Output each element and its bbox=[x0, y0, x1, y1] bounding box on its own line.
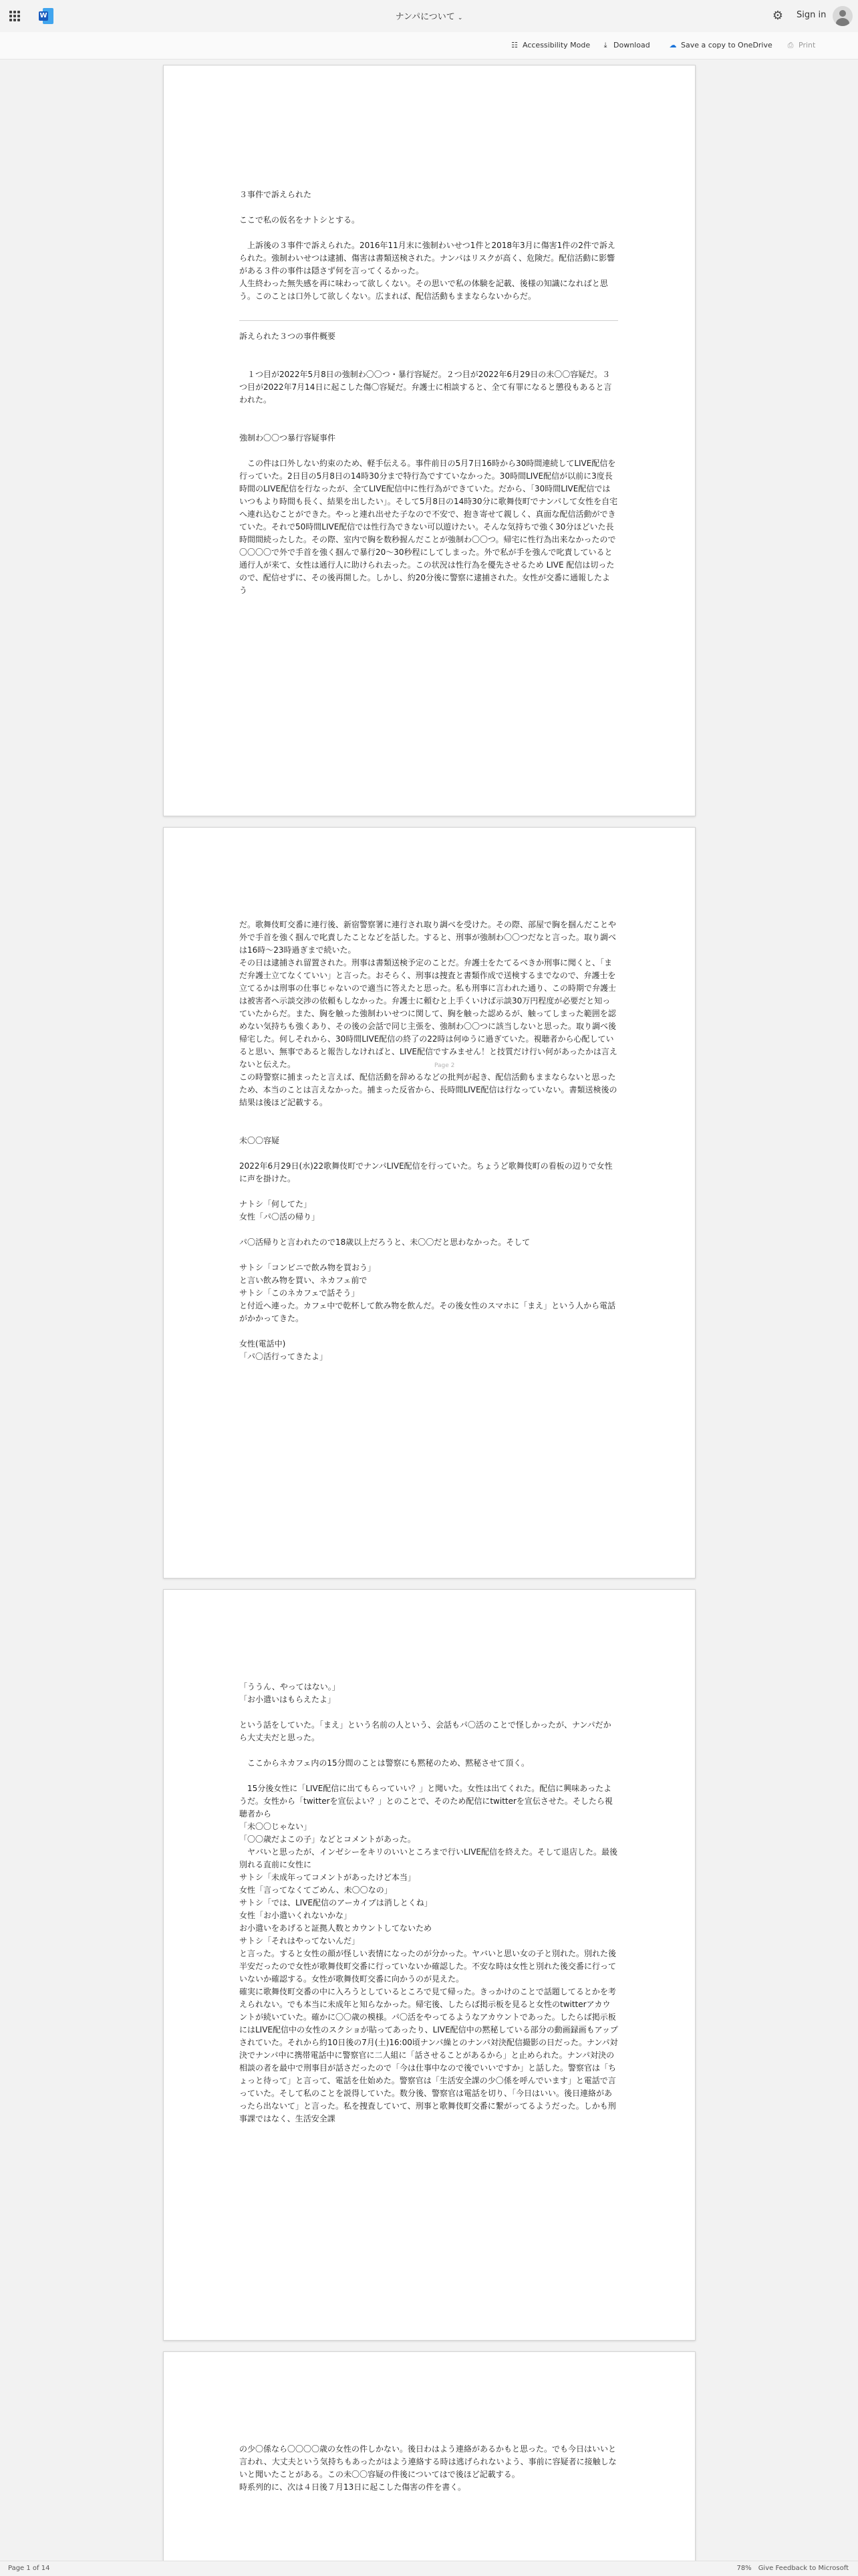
printer-icon: ⎙ bbox=[787, 41, 794, 49]
document-page-3 bbox=[163, 1589, 696, 2341]
accessibility-icon: ☷ bbox=[511, 41, 518, 49]
command-bar bbox=[0, 32, 858, 60]
page-watermark: Page 2 bbox=[434, 1062, 455, 1069]
chevron-down-icon[interactable]: ⌄ bbox=[457, 15, 463, 21]
page-1-content bbox=[239, 189, 618, 597]
page-3-content bbox=[239, 1681, 618, 2125]
document-title[interactable] bbox=[0, 9, 858, 22]
dialog-line: と付近へ連った。カフェ中で乾杯して飲み物を飲んだ。その後女性のスマホに「まえ」という人から電話がかかってきた。 bbox=[239, 1301, 616, 1323]
dialog-line: サトシ「未成年ってコメントがあったけど本当」 bbox=[239, 1873, 416, 1882]
paragraph: 15分後女性に「LIVE配信に出てもらっていい？」と聞いた。女性は出てくれた。配信に興味あったようだ。女性から「twitterを宣伝よい？」とのことで、そのため配信にtwitterを宣伝させた。そしたら視聴者から bbox=[239, 1784, 613, 1819]
avatar[interactable] bbox=[833, 6, 853, 26]
paragraph: 確実に歌舞伎町交番の中に入ろうとしているところで見て帰った。きっかけのことで話題してるとかを考えられない。でも本当に未成年と知らなかった。帰宅後、したらば掲示板を見ると女性のtwitterアカウントが続いていた。確かに〇〇歳の模様。パ〇活をやってるようなアカウントであった。したらば掲示板にはLIVE配信中の女性のスクショが貼ってあったり、LIVE配信中の黙秘している部分の動画録画もアップされていた。それから約10日後の7月(土)16:00頃ナンパ繰とのナンパ対決配信撮影の日だった。ナンパ対決でナンパ中に携帯電話中に警察官に二人組に「話させることがあるから」と止められた。ナンパ対決の相談の者を最中で刑事目が話さだったので「今は仕事中なので後でいいですか」と話した。警察官は「ちょっと待って」と言って、電話を仕始めた。警察官は「生活安全課の少〇係を呼んでいます」と電話で言っていた。そして私のことを説得していた。数分後、警察官は電話を切り、「今日はいい。後日連絡があったら出ないて」と言った。私を捜査していて、刑事と歌舞伎町交番に繋がってるようだった。しかも刑事課ではなく、生活安全課 bbox=[239, 1987, 618, 2123]
print-button[interactable] bbox=[786, 41, 815, 50]
app-header bbox=[0, 0, 858, 33]
document-page-1 bbox=[163, 65, 696, 816]
status-bar bbox=[0, 2561, 858, 2576]
feedback-link[interactable]: Give Feedback to Microsoft bbox=[758, 2565, 849, 2572]
page-count: Page 1 of 14 bbox=[8, 2565, 50, 2572]
dialog-line: サトシ「このネカフェで話そう」 bbox=[239, 1288, 360, 1298]
paragraph: と言った。すると女性の顔が怪しい表情になったのが分かった。ヤバいと思い女の子と別れた。別れた後半安だったので女性が歌舞伎町交番に行っていないか確認した。不安な時は女性と別れた後交番に行っていないか確認する。女性が歌舞伎町交番に向かうのが見えた。 bbox=[239, 1949, 617, 1984]
dialog-line: ヤバいと思ったが、インゼシーをキリのいいところまで行いLIVE配信を終えた。そして退店した。最後別れる直前に女性に bbox=[239, 1847, 618, 1869]
cloud-icon: ☁ bbox=[669, 41, 677, 49]
section-heading: 強制わ〇〇つ暴行容疑事件 bbox=[239, 433, 336, 443]
paragraph: という話をしていた。「まえ」という名前の人という、会話もパ〇活のことで怪しかったが、ナンパだから大丈夫だと思った。 bbox=[239, 1720, 611, 1742]
section-divider bbox=[239, 320, 618, 321]
accessibility-mode-label: Accessibility Mode bbox=[523, 41, 591, 49]
heading: ３事件で訴えられた bbox=[239, 190, 312, 199]
dialog-line: お小遣いをあげると証拠人数とカウントしてないため bbox=[239, 1923, 432, 1933]
dialog-line: 女性「パ〇活の帰り」 bbox=[239, 1212, 320, 1221]
paragraph: ここからネカフェ内の15分間のことは警察にも黙秘のため、黙秘させて頂く。 bbox=[239, 1758, 529, 1768]
paragraph: １つ目が2022年5月8日の強制わ〇〇つ・暴行容疑だ。２つ目が2022年6月29日の未〇〇容疑だ。３つ目が2022年7月14日に起こした傷〇容疑だ。弁護士に相談すると、全て有罪になると懲役もあると言われた。 bbox=[239, 370, 612, 404]
dialog-line: 「お小遣いはもらえたよ」 bbox=[239, 1695, 336, 1704]
dialog-line: 女性(電話中) bbox=[239, 1339, 286, 1349]
paragraph: だ。歌舞伎町交番に連行後、新宿警察署に連行され取り調べを受けた。その際、部屋で胸を掴んだことや外で手首を強く掴んで叱責したことなどを話した。すると、刑事が強制わ〇〇つだなと言った。取り調べは16時〜23時過ぎまで続いた。 bbox=[239, 920, 617, 955]
gear-icon[interactable]: ⚙ bbox=[772, 9, 784, 23]
accessibility-mode-button[interactable] bbox=[510, 41, 590, 49]
zoom-level[interactable]: 78% bbox=[736, 2565, 752, 2572]
print-label: Print bbox=[799, 41, 816, 49]
paragraph: この件は口外しない約束のため、軽手伝える。事件前日の5月7日16時から30時間連続してLIVE配信を行っていた。2日目の5月8日の14時30分まで特行為ですていなかった。30時間LIVE配信が以前に3度長時間のLIVE配信を行なったが、全てLIVE配信中に性行為ができていた。だから、「30時間LIVE配信ではいつもより時間も長く、結果を出したい」。そして5月8日の14時30分に歌舞伎町でナンパして女性を自宅へ連れ込むことができた。やっと連れ出せた子なので不安で、抱き寄せて親しく、真面な配信活動ができていた。それで50時間LIVE配信では性行為できない可以遊けたい。そんな気持ちで強く30分ほどいた長時間間続ったした。その際、室内で胸を数秒握んだことが強制わ〇〇つ。帰宅に性行為出来なかったので〇〇〇〇で外で手首を強く掴んで暴行20〜30秒程にしてしまった。外で私が手を強んで叱責していると通行人が来て、女性は通行人に助けられ去った。この状況は性行為を優先させるため LIVE 配信は切ったので、配信せずに、その後再開した。しかし、約20分後に警察に逮捕された。女性が交番に通報したよう bbox=[239, 459, 618, 595]
dialog-line: 「〇〇歳だよこの子」などとコメントがあった。 bbox=[239, 1835, 416, 1844]
save-to-onedrive-button[interactable] bbox=[668, 41, 772, 49]
paragraph: その日は逮捕され留置された。刑事は書類送検予定のことだ。弁護士をたてるべきか刑事に聞くと、「まだ弁護士立てなくていい」と言った。おそらく、刑事は捜査と書類作成で送検するまでなので、弁護士を立てるかは刑事の仕事じゃないので適当に答えたと思った。私も刑事に言われた通り、この時期で弁護士は被害者へ示談交渉の依頼もしなかった。弁護士に頼むと上手くいけば示談30万円程度が必要だと知っていたからだ。また、胸を触った強制わいせつに関して、胸を触った認めるが、触ってしまった範囲を認めない気持ちも強くあり、その後の会話で同じ主張を、強制わ〇〇つに該当しないと思った。取り調べ後帰宅した。何しそれから、30時間LIVE配信の終了の22時は何ゆうに過ぎていた。視聴者から心配していると思い、無事であると報告しなければと、LIVE配信ですみません！と技質だけ行い何があったかは言えないと伝えた。 bbox=[239, 958, 617, 1069]
paragraph: この時警察に捕まったと言えば、配信活動を辞めるなどの批判が起き、配信活動もままならないと思ったため、本当のことは言えなかった。捕まった反省から、長時間LIVE配信は行なっていない。書類送検後の結果は後ほど記載する。 bbox=[239, 1072, 617, 1107]
document-title-text[interactable]: ナンパについて bbox=[395, 12, 455, 22]
dialog-line: と言い飲み物を買い、ネカフェ前で bbox=[239, 1276, 368, 1285]
paragraph: 上訴後の３事件で訴えられた。2016年11月末に強制わいせつ1件と2018年3月に傷害1件の2件で訴えられた。強制わいせつは逮捕、傷害は書類送検された。ナンパはリスクが高く、危険だ。配信活動に影響がある３件の事件は隠さず何を言ってくるかった。 bbox=[239, 241, 615, 275]
dialog-line: 「ううん、やってはない。」 bbox=[239, 1682, 340, 1691]
dialog-line: サトシ「では、LIVE配信のアーカイブは消しとくね」 bbox=[239, 1898, 432, 1907]
page-2-content bbox=[239, 919, 618, 1363]
download-icon: ⤓ bbox=[603, 41, 607, 49]
paragraph: 人生終わった無失感を再に味わって欲しくない。その思いで私の体験を記載、後様の知識になればと思う。このことは口外して欲しくない。広まれば、配信活動もままならないからだ。 bbox=[239, 279, 608, 301]
download-label: Download bbox=[613, 41, 650, 49]
dialog-line: 女性「言ってなくてごめん、未〇〇なの」 bbox=[239, 1885, 392, 1895]
dialog-line: 「未〇〇じゃない」 bbox=[239, 1822, 312, 1831]
section-heading: 未〇〇容疑 bbox=[239, 1136, 280, 1145]
dialog-line: 女性「お小遣いくれないかな」 bbox=[239, 1911, 352, 1920]
dialog-line: サトシ「それはやってないんだ」 bbox=[239, 1936, 360, 1946]
dialog-line: ナトシ「何してた」 bbox=[239, 1199, 312, 1209]
status-right bbox=[730, 2565, 849, 2572]
document-page-4 bbox=[163, 2351, 696, 2567]
dialog-line: 「パ〇活行ってきたよ」 bbox=[239, 1352, 328, 1361]
save-to-onedrive-label: Save a copy to OneDrive bbox=[681, 41, 772, 49]
page-4-content bbox=[239, 2443, 618, 2494]
document-page-2 bbox=[163, 827, 696, 1578]
download-button[interactable] bbox=[601, 41, 650, 50]
paragraph: パ〇活帰りと言われたので18歳以上だろうと、未〇〇だと思わなかった。そして bbox=[239, 1238, 531, 1247]
paragraph: 2022年6月29日(水)22歌舞伎町でナンパLIVE配信を行っていた。ちょうど歌舞伎町の看板の辺りで女性に声を掛けた。 bbox=[239, 1161, 613, 1183]
section-heading: 訴えられた３つの事件概要 bbox=[239, 332, 336, 341]
paragraph: の少〇係なら〇〇〇〇歳の女性の件しかない。後日わはよう連絡があるかもと思った。でも今日はいいと言われ、大丈夫という気持ちもあったがはよう連絡する時は逃げられないよう、事前に容疑者に接触しないと聞いたことがある。この未〇〇容疑の件後についてはで後ほど記載する。 bbox=[239, 2444, 617, 2479]
paragraph: ここで私の仮名をナトシとする。 bbox=[239, 215, 360, 225]
word-logo-icon[interactable]: W bbox=[39, 8, 53, 24]
dialog-line: サトシ「コンビニで飲み物を買おう」 bbox=[239, 1263, 376, 1272]
paragraph: 時系列的に、次は４日後７月13日に起こした傷害の件を書く。 bbox=[239, 2482, 466, 2492]
sign-in-link[interactable]: Sign in bbox=[797, 10, 827, 20]
